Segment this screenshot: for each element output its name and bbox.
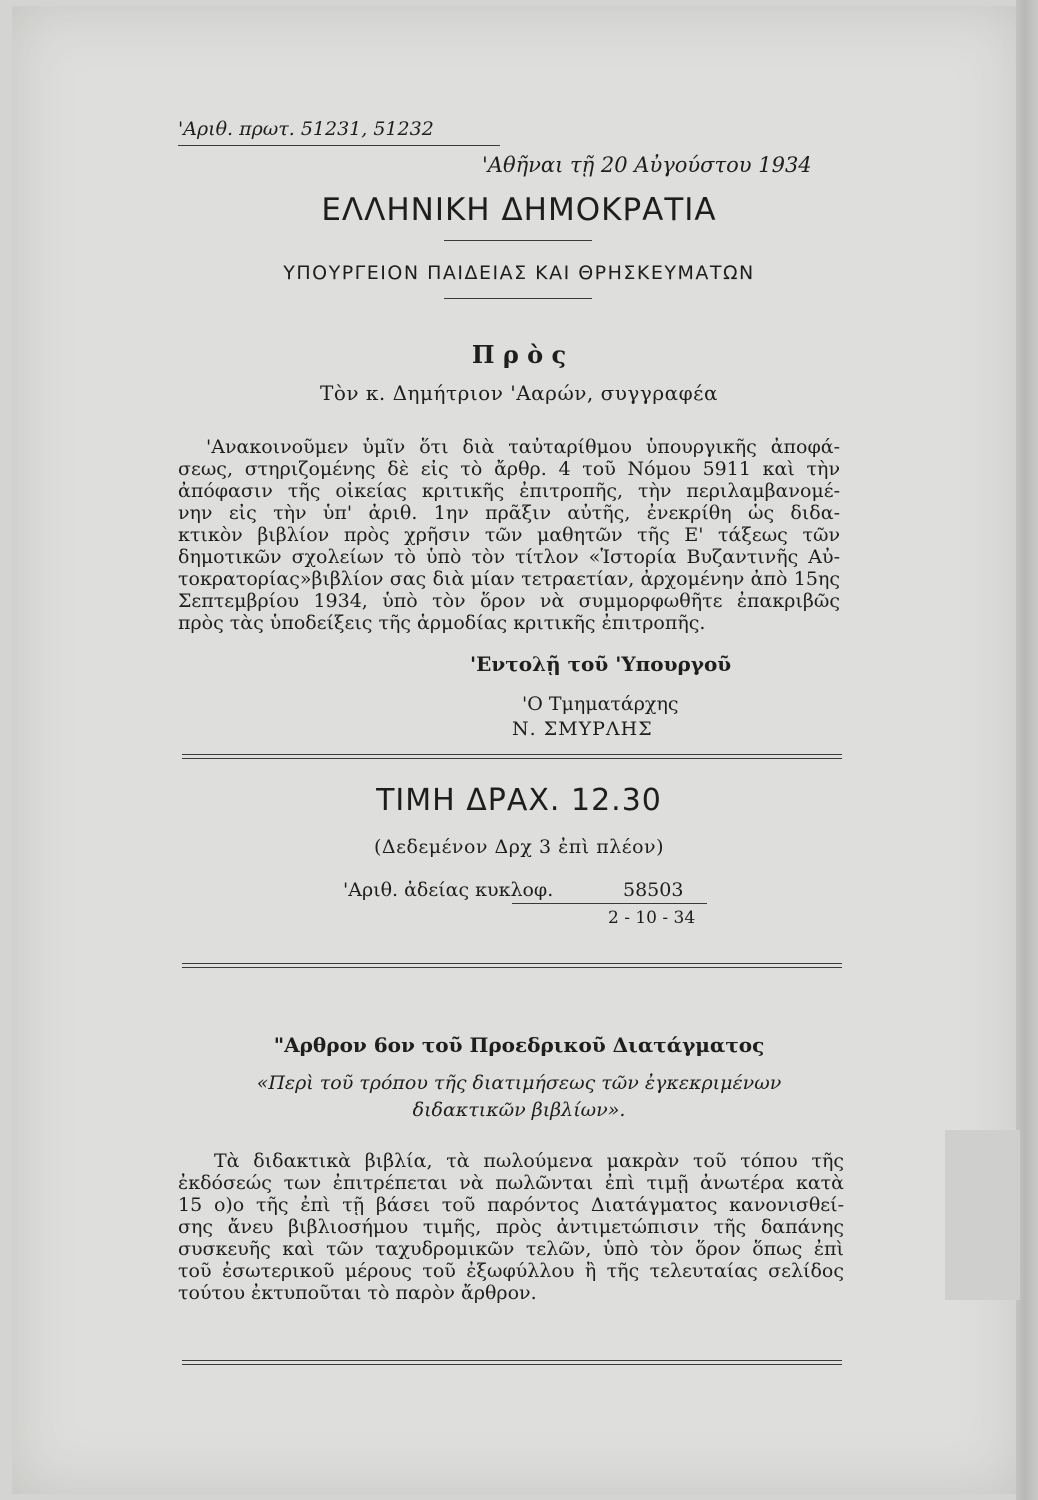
republic-title: ΕΛΛΗΝΙΚΗ ΔΗΜΟΚΡΑΤΙΑ: [321, 192, 717, 228]
article-paragraph: [178, 1150, 844, 1304]
to-label: Π ρ ὸ ς: [471, 340, 567, 369]
header-date: 'Αθῆναι τῇ 20 Αὐγούστου 1934: [482, 153, 812, 177]
paper-patch: [945, 1130, 1020, 1300]
signatory-name: Ν. ΣΜΥΡΛΗΣ: [512, 718, 653, 740]
article-line-7: τούτου ἐκτυποῦται τὸ παρὸν ἄρθρον.: [178, 1282, 537, 1304]
body-line-5: κτικὸν βιβλίον πρὸς χρῆσιν τῶν μαθητῶν τῆς Ε' τάξεως τῶν: [178, 524, 840, 546]
divider-2: [182, 963, 842, 968]
signatory-title: 'Ο Τμηματάρχης: [522, 693, 679, 715]
body-line-7: τοκρατορίας»βιβλίον σας διὰ μίαν τετραετίαν, ἀρχομένην ἀπὸ 15ης: [178, 568, 840, 590]
divider-1: [182, 754, 842, 759]
license-number: 58503: [623, 879, 684, 901]
divider-3: [182, 1360, 842, 1365]
ministry-title: ΥΠΟΥΡΓΕΙΟΝ ΠΑΙΔΕΙΑΣ ΚΑΙ ΘΡΗΣΚΕΥΜΑΤΩΝ: [283, 262, 755, 284]
body-line-4: νην εἰς τὴν ὑπ' ἀριθ. 1ην πρᾶξιν αὐτῆς, ἐνεκρίθη ὡς διδα-: [178, 502, 840, 524]
article-line-4: σης ἄνευ βιβλιοσήμου τιμῆς, πρὸς ἀντιμετώπισιν τῆς δαπάνης: [178, 1216, 844, 1238]
bound-price: (Δεδεμένον Δρχ 3 ἐπὶ πλέον): [373, 836, 665, 858]
header-rule-1: [444, 240, 592, 241]
body-line-6: δημοτικῶν σχολείων τὸ ὑπὸ τὸν τίτλον «Ἱστορία Βυζαντινῆς Αὐ-: [178, 546, 840, 568]
protocol-underline: [178, 145, 500, 146]
article-line-3: 15 ο)ο τῆς ἐπὶ τῇ βάσει τοῦ παρόντος Διατάγματος κανονισθεί-: [178, 1194, 844, 1216]
body-line-8: Σεπτεμβρίου 1934, ὑπὸ τὸν ὅρον νὰ συμμορφωθῆτε ἐπακριβῶς: [178, 590, 840, 612]
price-main: ΤΙΜΗ ΔΡΑΧ. 12.30: [376, 783, 662, 818]
protocol-number: 'Αριθ. πρωτ. 51231, 51232: [178, 118, 434, 140]
article-subtitle-1: «Περὶ τοῦ τρόπου τῆς διατιμήσεως τῶν ἐγκεκριμένων: [256, 1072, 782, 1094]
license-date: 2 - 10 - 34: [608, 908, 696, 928]
body-line-3: ἀπόφασιν τῆς οἰκείας κριτικῆς ἐπιτροπῆς, τὴν περιλαμβανομέ-: [178, 480, 840, 502]
header-rule-2: [444, 298, 592, 299]
article-heading: "Αρθρον 6ον τοῦ Προεδρικοῦ Διατάγματος: [273, 1033, 765, 1057]
recipient-line: Τὸν κ. Δημήτριον 'Ααρών, συγγραφέα: [320, 381, 718, 405]
license-underline: [512, 903, 707, 904]
article-line-5: συσκευῆς καὶ τῶν ταχυδρομικῶν τελῶν, ὑπὸ τὸν ὅρον ὅπως ἐπὶ: [178, 1238, 844, 1260]
license-label: 'Αριθ. ἀδείας κυκλοφ.: [343, 879, 554, 901]
body-line-1: 'Ανακοινοῦμεν ὑμῖν ὅτι διὰ ταὐταρίθμου ὑπουργικῆς ἀποφά-: [206, 436, 840, 458]
body-line-9: πρὸς τὰς ὑποδείξεις τῆς ἁρμοδίας κριτικῆς ἐπιτροπῆς.: [178, 612, 706, 634]
order-of-minister: 'Εντολῇ τοῦ 'Υπουργοῦ: [470, 652, 732, 676]
article-line-1: Τὰ διδακτικὰ βιβλία, τὰ πωλούμενα μακρὰν τοῦ τόπου τῆς: [214, 1150, 844, 1172]
decision-paragraph: [178, 436, 840, 634]
article-line-2: ἐκδόσεώς των ἐπιτρέπεται νὰ πωλῶνται ἐπὶ τιμῇ ἀνωτέρα κατὰ: [178, 1172, 844, 1194]
body-line-2: σεως, στηριζομένης δὲ εἰς τὸ ἄρθρ. 4 τοῦ Νόμου 5911 καὶ τὴν: [178, 458, 840, 480]
article-line-6: τοῦ ἐσωτερικοῦ μέρους τοῦ ἐξωφύλλου ἢ τῆς τελευταίας σελίδος: [178, 1260, 844, 1282]
article-subtitle-2: διδακτικῶν βιβλίων».: [412, 1099, 626, 1121]
